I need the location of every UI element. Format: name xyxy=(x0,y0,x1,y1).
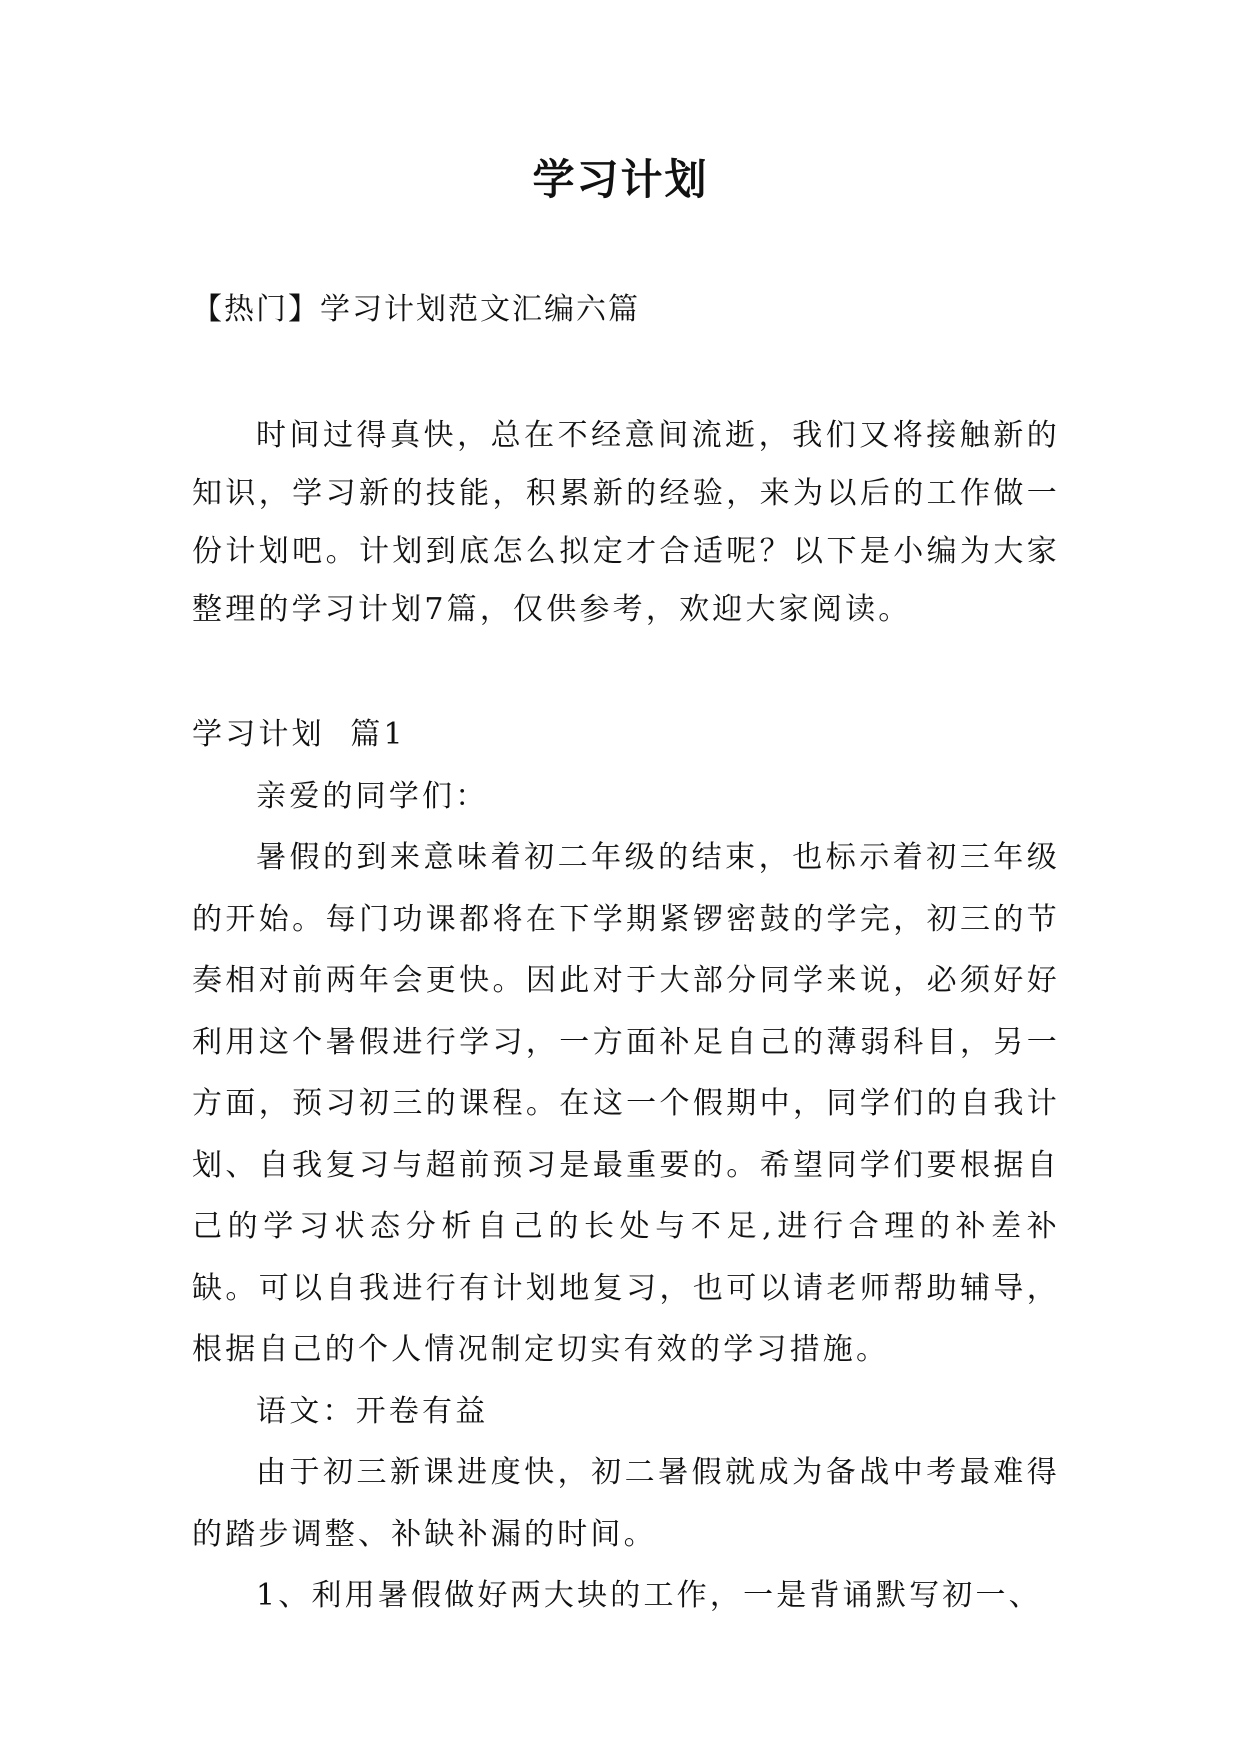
document-subtitle: 【热门】学习计划范文汇编六篇 xyxy=(192,292,640,327)
subject-heading: 语文：开卷有益 xyxy=(256,1393,489,1429)
body-paragraph: 暑假的到来意味着初二年级的结束，也标示着初三年级的开始。每门功课都将在下学期紧锣密鼓的学完，初三的节奏相对前两年会更快。因此对于大部分同学来说，必须好好利用这个暑假进行学习，一方面补足自己的薄弱科目，另一方面，预习初三的课程。在这一个假期中，同学们的自我计划、自我复习与超前预习是最重要的。希望同学们要根据自己的学习状态分析自己的长处与不足,进行合理的补差补缺。可以自我进行有计划地复习，也可以请老师帮助辅导，根据自己的个人情况制定切实有效的学习措施。 xyxy=(192,840,1060,1367)
greeting-line: 亲爱的同学们： xyxy=(256,778,489,814)
intro-paragraph: 时间过得真快，总在不经意间流逝，我们又将接触新的知识，学习新的技能，积累新的经验，来为以后的工作做一份计划吧。计划到底怎么拟定才合适呢？以下是小编为大家整理的学习计划7篇，仅供参考，欢迎大家阅读。 xyxy=(192,418,1060,627)
intro-paragraph-block xyxy=(192,407,1060,639)
body-paragraph: 由于初三新课进度快，初二暑假就成为备战中考最难得的踏步调整、补缺补漏的时间。 xyxy=(192,1455,1060,1552)
document-title: 学习计划 xyxy=(532,155,709,204)
section-heading: 学习计划 篇1 xyxy=(192,717,406,752)
section-1 xyxy=(192,704,1060,1627)
body-paragraph: 1、利用暑假做好两大块的工作，一是背诵默写初一、 xyxy=(256,1578,1042,1613)
